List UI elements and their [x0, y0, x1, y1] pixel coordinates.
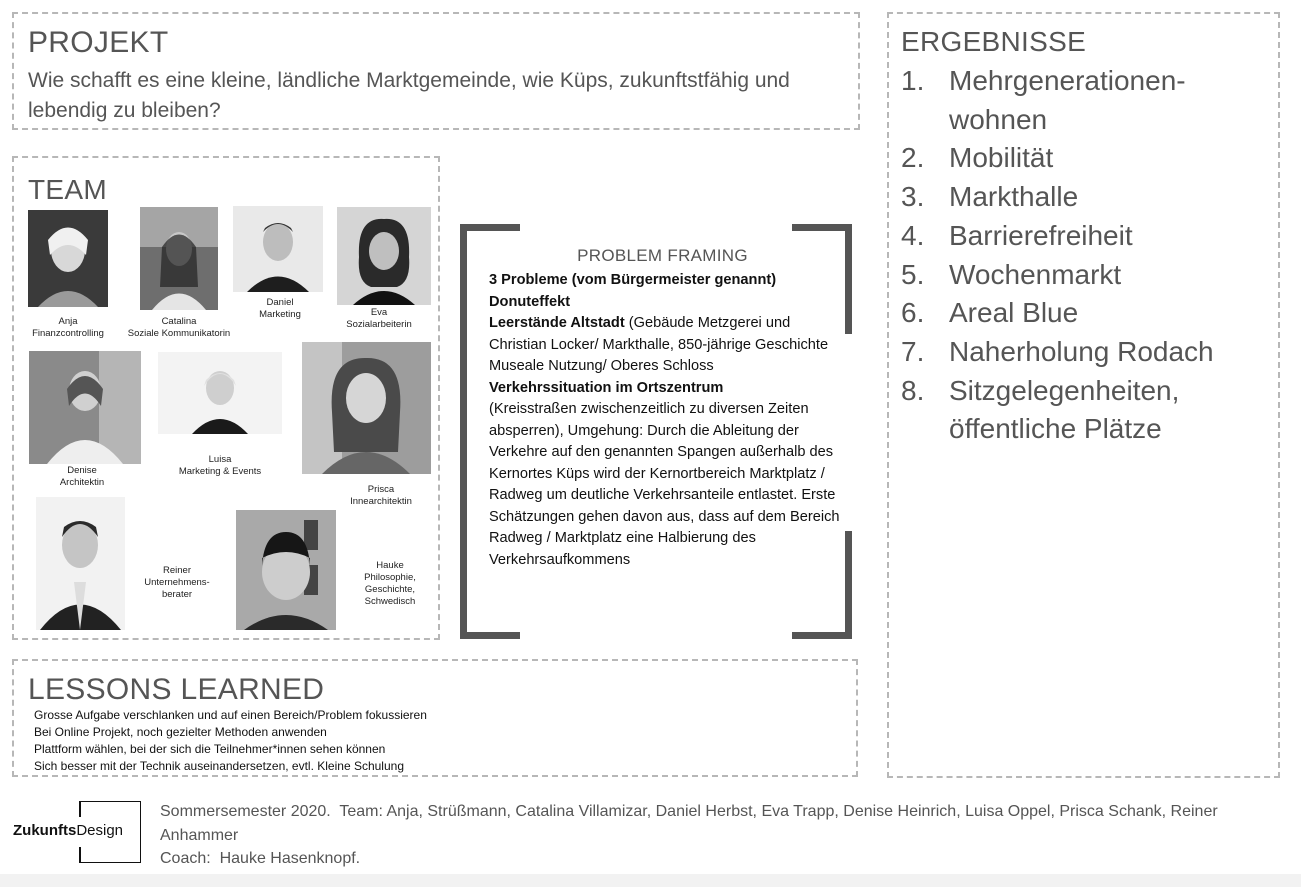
ergebnisse-list — [901, 62, 1271, 449]
list-item: 2. Mobilität — [901, 142, 1054, 174]
person-label-anja: Anja Finanzcontrolling — [32, 316, 104, 339]
photo-reiner — [36, 497, 125, 630]
person-label-prisca: Prisca Innearchitektin — [350, 484, 412, 507]
person-label-catalina: Catalina Soziale Kommunikatorin — [127, 316, 231, 339]
list-item: Bei Online Projekt, noch gezielter Methoden anwenden — [34, 725, 327, 739]
problem-heading: 3 Probleme (vom Bürgermeister genannt) — [489, 272, 777, 288]
person-label-eva: Eva Sozialarbeiterin — [346, 307, 412, 330]
photo-denise — [29, 351, 141, 464]
projekt-question: Wie schafft es eine kleine, ländliche Marktgemeinde, wie Küps, zukunftstfähig und lebendig zu bleiben? — [28, 69, 790, 122]
list-item: Grosse Aufgabe verschlanken und auf einen Bereich/Problem fokussieren — [34, 708, 427, 722]
photo-daniel — [233, 206, 323, 292]
photo-luisa — [158, 352, 282, 434]
photo-anja — [28, 210, 108, 307]
photo-prisca — [302, 342, 431, 474]
bottom-bar — [0, 874, 1301, 887]
problem-verkehr-text: (Kreisstraßen zwischenzeitlich zu diversen Zeiten absperren), Umgehung: Durch die Ableitung der Verkehre auf den genannten Spangen außerhalb des Kernortes Küps wird der Kernortbereich Marktplatz / Radweg um deutliche Verkehrsanteile entlastet. Erste Schätzungen gehen davon aus, dass auf dem Bereich Radweg / Marktplatz eine Halbierung des Verkehrsaufkommens — [489, 401, 840, 568]
person-label-reiner: Reiner Unternehmens-berater — [144, 565, 210, 600]
problem-leerstaende-text: (Gebäude Metzgerei und Christian Locker/ Markthalle, 850-jährige Geschichte Museale Nutzung/ Oberes Schloss — [489, 315, 829, 374]
problem-verkehr: Verkehrssituation im Ortszentrum — [489, 379, 724, 396]
problem-framing-body — [489, 270, 849, 571]
bracket-right-bottom-h — [792, 632, 852, 639]
list-item: 3. Markthalle — [901, 181, 1079, 213]
footer-coach-line: Coach: Hauke Hasenknopf. — [160, 850, 361, 867]
photo-hauke — [236, 510, 336, 630]
list-item: 5. Wochenmarkt — [901, 258, 1122, 290]
bracket-left-top-h — [460, 224, 520, 231]
photo-catalina — [140, 207, 218, 310]
bracket-right-top-h — [792, 224, 852, 231]
person-label-hauke: Hauke Philosophie, Geschichte, Schwedisch — [364, 560, 416, 607]
list-item: Sich besser mit der Technik auseinandersetzen, evtl. Kleine Schulung — [34, 759, 404, 773]
list-item: 4. Barrierefreiheit — [901, 219, 1133, 251]
person-label-daniel: Daniel Marketing — [259, 297, 301, 320]
lessons-heading: LESSONS LEARNED — [28, 673, 325, 706]
logo-frame-stub-bottom — [79, 847, 81, 863]
projekt-section — [12, 12, 860, 130]
list-item: 6. Areal Blue — [901, 297, 1079, 329]
list-item: 8. Sitzgelegenheiten, öffentliche Plätze — [901, 374, 1180, 445]
photo-eva — [337, 207, 431, 305]
lessons-section — [12, 659, 858, 777]
footer-credits — [160, 800, 1280, 871]
list-item: 7. Naherholung Rodach — [901, 335, 1214, 367]
ergebnisse-section — [887, 12, 1280, 778]
problem-donuteffekt: Donuteffekt — [489, 293, 571, 310]
lessons-list — [34, 707, 427, 775]
list-item: 1. Mehrgenerationen-wohnen — [901, 65, 1186, 135]
problem-framing-title: PROBLEM FRAMING — [577, 246, 748, 265]
bracket-left-v — [460, 224, 467, 639]
footer-team-line: Sommersemester 2020. Team: Anja, Strüßmann, Catalina Villamizar, Daniel Herbst, Eva Trapp, Denise Heinrich, Luisa Oppel, Prisca Schank, Reiner Anhammer — [160, 803, 1222, 844]
list-item: Plattform wählen, bei der sich die Teilnehmer*innen sehen können — [34, 742, 386, 756]
projekt-heading: PROJEKT — [28, 26, 169, 59]
logo: ZukunftsDesign — [13, 822, 124, 839]
problem-leerstaende: Leerstände Altstadt — [489, 315, 625, 331]
team-heading: TEAM — [28, 174, 107, 205]
person-label-luisa: Luisa Marketing & Events — [178, 454, 262, 477]
person-label-denise: Denise Architektin — [59, 465, 105, 488]
bracket-left-bottom-h — [460, 632, 520, 639]
logo-frame-stub-top — [79, 801, 81, 817]
ergebnisse-heading: ERGEBNISSE — [901, 26, 1087, 57]
